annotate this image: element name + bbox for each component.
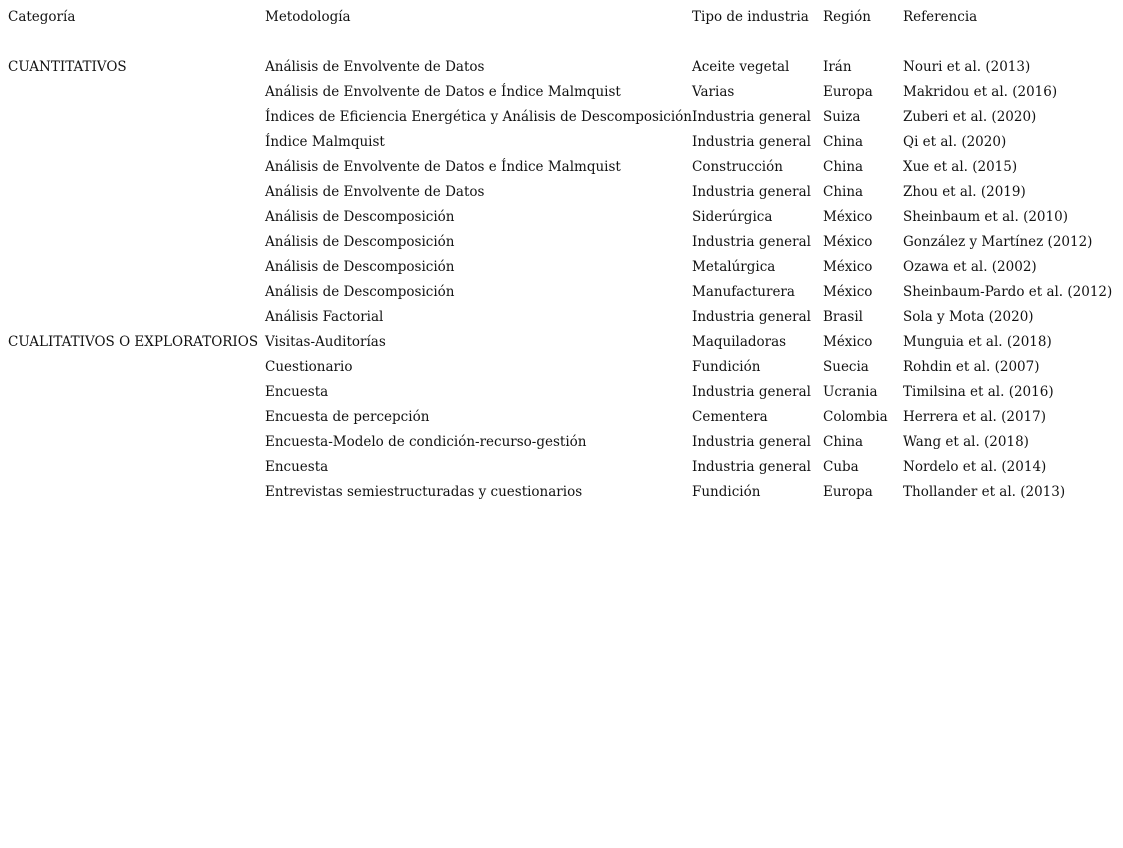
table-row xyxy=(8,430,1118,455)
cell-tipo-industria: Siderúrgica xyxy=(692,209,773,225)
cell-region: México xyxy=(823,209,873,225)
cell-referencia: Nordelo et al. (2014) xyxy=(903,459,1047,475)
cell-categoria xyxy=(8,180,265,205)
cell-tipo-industria: Construcción xyxy=(692,159,783,175)
cell-referencia: Rohdin et al. (2007) xyxy=(903,359,1040,375)
cell-referencia: Wang et al. (2018) xyxy=(903,434,1029,450)
cell-region: Suecia xyxy=(823,359,869,375)
cell-referencia: Sheinbaum et al. (2010) xyxy=(903,209,1068,225)
cell-categoria xyxy=(8,455,265,480)
header-categoria: Categoría xyxy=(8,9,76,25)
cell-categoria xyxy=(8,355,265,380)
cell-categoria xyxy=(8,280,265,305)
cell-region: Irán xyxy=(823,59,852,75)
cell-region: México xyxy=(823,234,873,250)
table-row xyxy=(8,305,1118,330)
table-row xyxy=(8,230,1118,255)
table-row xyxy=(8,180,1118,205)
cell-referencia: Munguia et al. (2018) xyxy=(903,334,1052,350)
cell-metodologia: Análisis de Descomposición xyxy=(265,284,455,300)
cell-referencia: Thollander et al. (2013) xyxy=(903,484,1066,500)
cell-tipo-industria: Industria general xyxy=(692,384,811,400)
cell-tipo-industria: Fundición xyxy=(692,484,761,500)
cell-referencia: Sola y Mota (2020) xyxy=(903,309,1034,325)
cell-metodologia: Encuesta xyxy=(265,384,329,400)
cell-categoria xyxy=(8,155,265,180)
header-referencia: Referencia xyxy=(903,9,978,25)
cell-region: México xyxy=(823,334,873,350)
cell-categoria: CUALITATIVOS O EXPLORATORIOS xyxy=(8,334,259,350)
header-row xyxy=(8,5,1118,30)
cell-tipo-industria: Industria general xyxy=(692,434,811,450)
cell-referencia: Timilsina et al. (2016) xyxy=(903,384,1054,400)
cell-categoria xyxy=(8,80,265,105)
table-row xyxy=(8,130,1118,155)
cell-categoria xyxy=(8,105,265,130)
cell-categoria xyxy=(8,255,265,280)
cell-tipo-industria: Industria general xyxy=(692,459,811,475)
cell-region: China xyxy=(823,134,864,150)
cell-referencia: Sheinbaum-Pardo et al. (2012) xyxy=(903,284,1113,300)
cell-region: Cuba xyxy=(823,459,859,475)
cell-referencia: Herrera et al. (2017) xyxy=(903,409,1046,425)
table-row xyxy=(8,330,1118,355)
cell-categoria: CUANTITATIVOS xyxy=(8,59,127,75)
cell-tipo-industria: Industria general xyxy=(692,134,811,150)
cell-region: Suiza xyxy=(823,109,861,125)
cell-metodologia: Análisis Factorial xyxy=(265,309,384,325)
cell-tipo-industria: Fundición xyxy=(692,359,761,375)
header-tipo-industria: Tipo de industria xyxy=(692,9,809,25)
cell-metodologia: Encuesta xyxy=(265,459,329,475)
header-metodologia: Metodología xyxy=(265,9,351,25)
cell-categoria xyxy=(8,305,265,330)
cell-tipo-industria: Cementera xyxy=(692,409,768,425)
cell-metodologia: Análisis de Envolvente de Datos xyxy=(265,59,485,75)
cell-tipo-industria: Varias xyxy=(692,84,735,100)
cell-referencia: González y Martínez (2012) xyxy=(903,234,1093,250)
cell-metodologia: Encuesta de percepción xyxy=(265,409,430,425)
cell-metodologia: Análisis de Descomposición xyxy=(265,234,455,250)
cell-region: Colombia xyxy=(823,409,888,425)
cell-region: México xyxy=(823,259,873,275)
cell-region: China xyxy=(823,159,864,175)
methodology-table xyxy=(8,5,1118,505)
cell-tipo-industria: Industria general xyxy=(692,309,811,325)
table-row xyxy=(8,355,1118,380)
table-row xyxy=(8,405,1118,430)
cell-categoria xyxy=(8,130,265,155)
cell-metodologia: Análisis de Envolvente de Datos e Índice Malmquist xyxy=(265,159,621,175)
cell-tipo-industria: Aceite vegetal xyxy=(692,59,790,75)
cell-region: China xyxy=(823,184,864,200)
cell-tipo-industria: Industria general xyxy=(692,234,811,250)
cell-metodologia: Índices de Eficiencia Energética y Análisis de Descomposición xyxy=(265,109,692,125)
cell-metodologia: Análisis de Envolvente de Datos xyxy=(265,184,485,200)
table-row xyxy=(8,205,1118,230)
cell-referencia: Zhou et al. (2019) xyxy=(903,184,1026,200)
cell-region: México xyxy=(823,284,873,300)
cell-categoria xyxy=(8,405,265,430)
table-row xyxy=(8,80,1118,105)
spacer-row xyxy=(8,30,1118,55)
cell-categoria xyxy=(8,205,265,230)
cell-categoria xyxy=(8,480,265,505)
cell-categoria xyxy=(8,380,265,405)
cell-metodologia: Análisis de Envolvente de Datos e Índice Malmquist xyxy=(265,84,621,100)
table-body xyxy=(8,55,1118,505)
cell-metodologia: Índice Malmquist xyxy=(265,134,385,150)
table-row xyxy=(8,155,1118,180)
cell-tipo-industria: Manufacturera xyxy=(692,284,795,300)
table-row xyxy=(8,105,1118,130)
table-row xyxy=(8,280,1118,305)
cell-region: Europa xyxy=(823,484,873,500)
cell-categoria xyxy=(8,430,265,455)
cell-metodologia: Análisis de Descomposición xyxy=(265,209,455,225)
cell-referencia: Makridou et al. (2016) xyxy=(903,84,1058,100)
cell-tipo-industria: Metalúrgica xyxy=(692,259,776,275)
cell-referencia: Ozawa et al. (2002) xyxy=(903,259,1037,275)
cell-referencia: Qi et al. (2020) xyxy=(903,134,1007,150)
cell-metodologia: Análisis de Descomposición xyxy=(265,259,455,275)
cell-region: China xyxy=(823,434,864,450)
cell-region: Brasil xyxy=(823,309,863,325)
cell-categoria xyxy=(8,230,265,255)
cell-referencia: Xue et al. (2015) xyxy=(903,159,1018,175)
cell-tipo-industria: Industria general xyxy=(692,184,811,200)
table-row xyxy=(8,255,1118,280)
table-row xyxy=(8,455,1118,480)
cell-referencia: Nouri et al. (2013) xyxy=(903,59,1031,75)
table-row xyxy=(8,480,1118,505)
cell-tipo-industria: Industria general xyxy=(692,109,811,125)
table-row xyxy=(8,380,1118,405)
cell-metodologia: Visitas-Auditorías xyxy=(265,334,386,350)
cell-tipo-industria: Maquiladoras xyxy=(692,334,787,350)
table-row xyxy=(8,55,1118,80)
cell-region: Europa xyxy=(823,84,873,100)
cell-metodologia: Entrevistas semiestructuradas y cuestionarios xyxy=(265,484,583,500)
cell-referencia: Zuberi et al. (2020) xyxy=(903,109,1037,125)
cell-region: Ucrania xyxy=(823,384,878,400)
header-region: Región xyxy=(823,9,871,25)
cell-metodologia: Cuestionario xyxy=(265,359,353,375)
cell-metodologia: Encuesta-Modelo de condición-recurso-gestión xyxy=(265,434,587,450)
